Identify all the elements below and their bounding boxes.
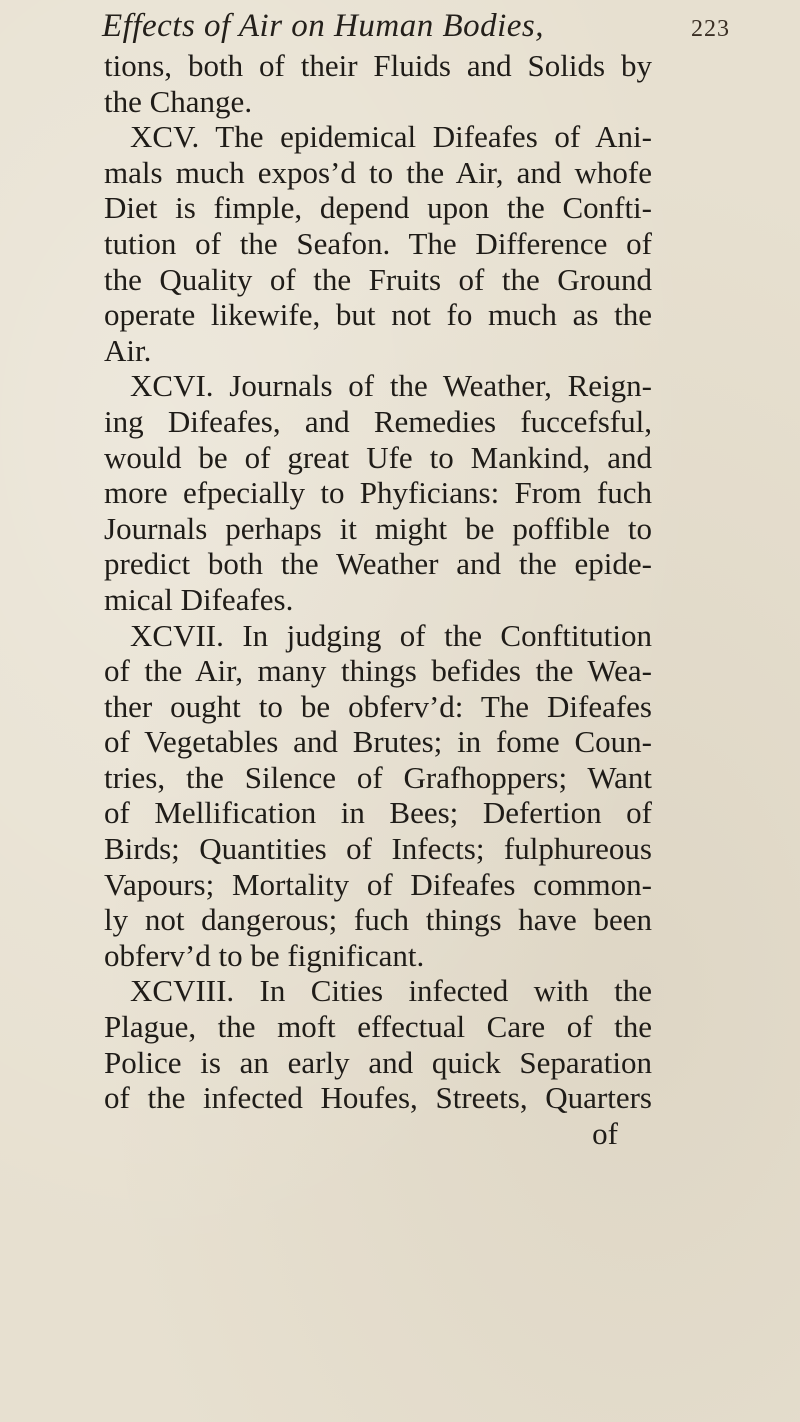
text-line: obferv’d to be fignificant. bbox=[104, 937, 425, 973]
text-line: operate likewife, but not fo much as the bbox=[104, 297, 652, 333]
text-line: predict both the Weather and the epide- bbox=[104, 546, 652, 582]
paragraph-xcviii-start: XCVIII. In Cities infected with the bbox=[130, 973, 652, 1009]
catchword: of bbox=[592, 1115, 618, 1151]
paragraph-xcvii-start: XCVII. In judging of the Conftitution bbox=[130, 617, 652, 653]
text-line: would be of great Ufe to Mankind, and bbox=[104, 439, 652, 475]
text-line: Diet is fimple, depend upon the Confti- bbox=[104, 190, 652, 226]
text-line: tions, both of their Fluids and Solids by bbox=[104, 48, 652, 83]
running-title: Effects of Air on Human Bodies, bbox=[102, 8, 545, 44]
text-line: more efpecially to Phyficians: From fuch bbox=[104, 475, 652, 511]
text-line: ther ought to be obferv’d: The Difeafes bbox=[104, 688, 652, 724]
running-head bbox=[40, 8, 760, 48]
book-page bbox=[40, 0, 760, 1422]
text-line: Police is an early and quick Separation bbox=[104, 1044, 652, 1080]
text-line: ly not dangerous; fuch things have been bbox=[104, 902, 652, 938]
text-line: of the infected Houfes, Streets, Quarters bbox=[104, 1080, 652, 1116]
text-line: Air. bbox=[104, 332, 152, 368]
paragraph-xcv-start: XCV. The epidemical Difeafes of Ani- bbox=[130, 119, 652, 155]
text-line: ing Difeafes, and Remedies fuccefsful, bbox=[104, 403, 652, 439]
text-line: tries, the Silence of Grafhoppers; Want bbox=[104, 759, 652, 795]
text-line: Birds; Quantities of Infects; fulphureous bbox=[104, 831, 652, 867]
page-number: 223 bbox=[691, 16, 730, 42]
text-line: tution of the Seafon. The Difference of bbox=[104, 225, 652, 261]
text-line: of Mellification in Bees; Defertion of bbox=[104, 795, 652, 831]
text-line: mical Difeafes. bbox=[104, 581, 294, 617]
paragraph-xcvi-start: XCVI. Journals of the Weather, Reign- bbox=[130, 368, 652, 404]
text-line: Vapours; Mortality of Difeafes common- bbox=[104, 866, 652, 902]
text-line: of Vegetables and Brutes; in fome Coun- bbox=[104, 724, 652, 760]
text-line: the Change. bbox=[104, 83, 253, 119]
text-line: Plague, the moft effectual Care of the bbox=[104, 1009, 652, 1045]
text-line: the Quality of the Fruits of the Ground bbox=[104, 261, 652, 297]
text-line: mals much expos’d to the Air, and whofe bbox=[104, 154, 652, 190]
text-line: of the Air, many things befides the Wea- bbox=[104, 653, 652, 689]
text-line: Journals perhaps it might be poffible to bbox=[104, 510, 652, 546]
body-text bbox=[104, 48, 652, 1151]
